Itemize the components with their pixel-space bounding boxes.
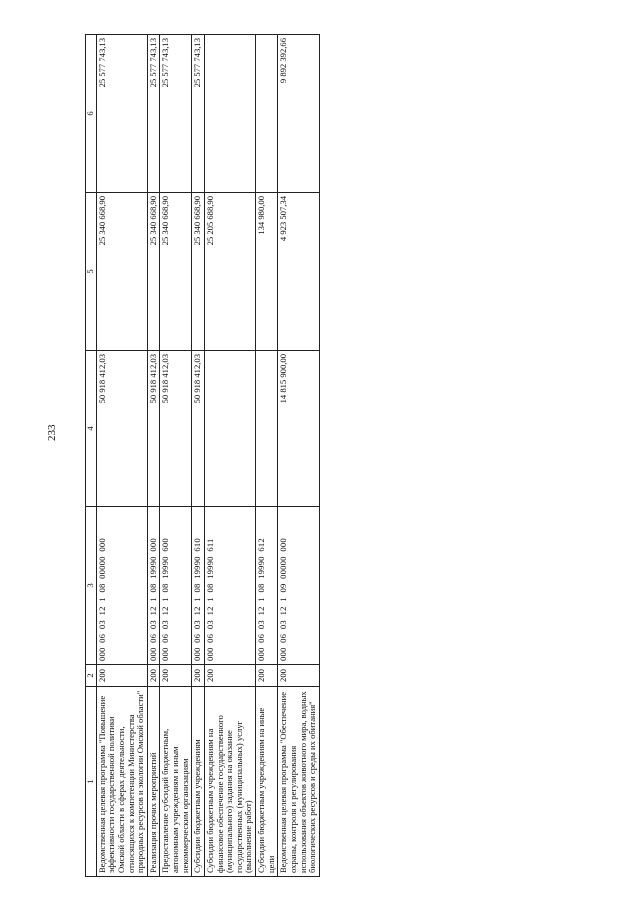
row-classification: 000 06 03 12 1 08 19990 600 — [160, 507, 192, 665]
header-col-2: 2 — [86, 665, 97, 687]
row-col6 — [256, 35, 278, 193]
table-row — [278, 35, 320, 877]
row-col4: 50 918 412,03 — [160, 351, 192, 507]
row-name: Субсидии бюджетным учреждениям — [192, 687, 205, 877]
row-col4: 50 918 412,03 — [147, 351, 160, 507]
row-col4: 50 918 412,03 — [96, 351, 147, 507]
row-col5: 134 980,00 — [256, 193, 278, 351]
table-row — [192, 35, 205, 877]
row-classification: 000 06 03 12 1 08 19990 000 — [147, 507, 160, 665]
budget-table-container — [85, 35, 318, 877]
row-name: Реализация прочих мероприятий — [147, 687, 160, 877]
row-col5: 4 923 507,34 — [278, 193, 320, 351]
row-name: Субсидии бюджетным учреждениям на иные цели — [256, 687, 278, 877]
row-col6: 9 892 392,66 — [278, 35, 320, 193]
row-name: Субсидии бюджетным учреждениям на финансовое обеспечение государственного (муниципального) задания на оказание государственных (муниципальных) услуг (выполнение работ) — [204, 687, 255, 877]
row-admin-code: 200 — [256, 665, 278, 687]
row-col6: 25 577 743,13 — [147, 35, 160, 193]
row-col5: 25 340 668,90 — [192, 193, 205, 351]
header-col-6: 6 — [86, 35, 97, 193]
row-classification: 000 06 03 12 1 08 19990 612 — [256, 507, 278, 665]
row-col5: 25 340 668,90 — [160, 193, 192, 351]
row-admin-code: 200 — [278, 665, 320, 687]
row-admin-code: 200 — [96, 665, 147, 687]
row-classification: 000 06 03 12 1 08 19990 610 — [192, 507, 205, 665]
row-classification: 000 06 03 12 1 09 00000 000 — [278, 507, 320, 665]
table-row — [256, 35, 278, 877]
row-col6: 25 577 743,13 — [192, 35, 205, 193]
row-classification: 000 06 03 12 1 08 00000 000 — [96, 507, 147, 665]
table-row — [160, 35, 192, 877]
header-col-3: 3 — [86, 507, 97, 665]
row-col4: 50 918 412,03 — [192, 351, 205, 507]
table-row — [96, 35, 147, 877]
row-name: Ведомственная целевая программа "Повышение эффективности государственной политики Омской области в сферах деятельности, относящихся к компетенции Министерства природных ресурсов и экологии Омской области" — [96, 687, 147, 877]
header-col-1: 1 — [86, 687, 97, 877]
row-col6: 25 577 743,13 — [160, 35, 192, 193]
row-col6: 25 577 743,13 — [96, 35, 147, 193]
row-admin-code: 200 — [160, 665, 192, 687]
row-admin-code: 200 — [147, 665, 160, 687]
row-col5: 25 205 688,90 — [204, 193, 255, 351]
row-col4 — [204, 351, 255, 507]
header-col-5: 5 — [86, 193, 97, 351]
page-number: 233 — [46, 424, 58, 441]
row-name: Предоставление субсидий бюджетным, автономным учреждениям и иным некоммерческим организациям — [160, 687, 192, 877]
header-col-4: 4 — [86, 351, 97, 507]
row-col4: 14 815 900,00 — [278, 351, 320, 507]
row-col6 — [204, 35, 255, 193]
table-row — [204, 35, 255, 877]
row-col5: 25 340 668,90 — [96, 193, 147, 351]
table-row — [147, 35, 160, 877]
row-name: Ведомственная целевая программа "Обеспечение охраны, контроля и регулирования использования объектов животного мира, водных биологических ресурсов и среды их обитания" — [278, 687, 320, 877]
row-classification: 000 06 03 12 1 08 19990 611 — [204, 507, 255, 665]
row-admin-code: 200 — [192, 665, 205, 687]
budget-table — [85, 34, 320, 877]
row-col5: 25 340 668,90 — [147, 193, 160, 351]
row-admin-code: 200 — [204, 665, 255, 687]
header-row — [86, 35, 97, 877]
row-col4 — [256, 351, 278, 507]
